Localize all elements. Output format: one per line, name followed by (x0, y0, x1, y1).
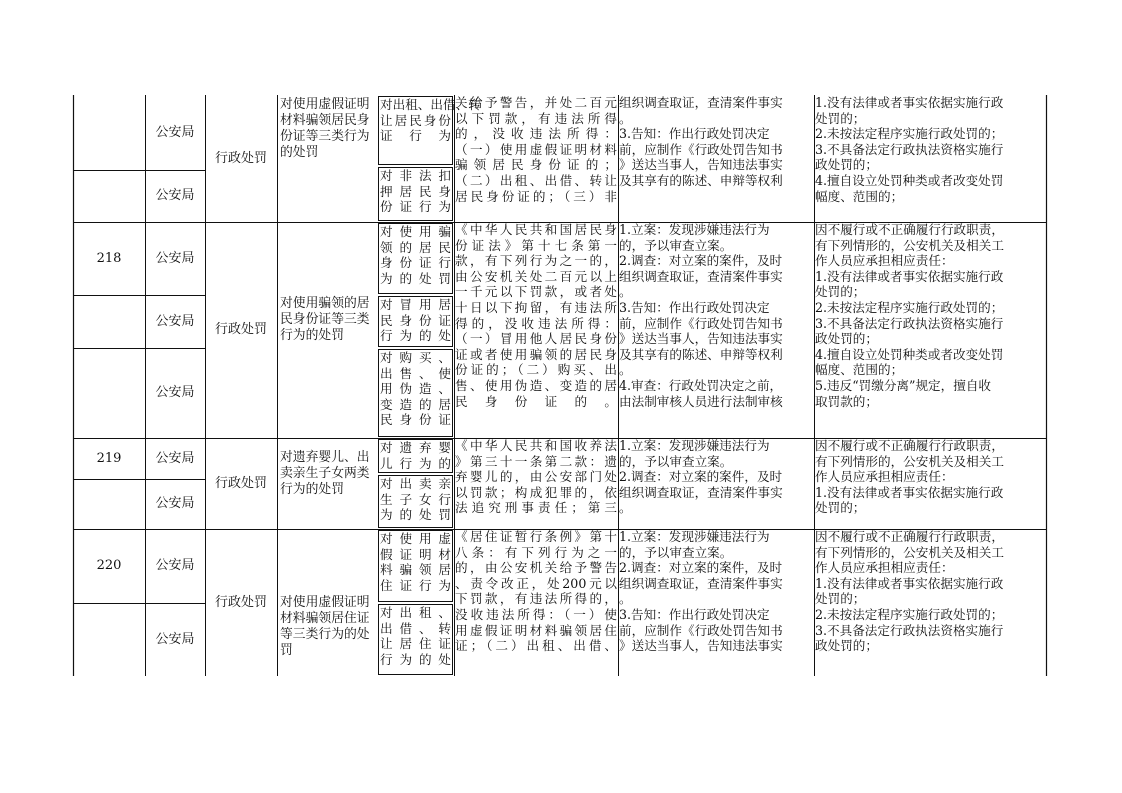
text-line: 证或者使用骗领的居民身 (455, 346, 617, 362)
text-line: 2.调查：对立案的案件，及时 (619, 560, 783, 576)
text-line: 3.不具备法定行政执法资格实施行 (815, 622, 1004, 638)
text-line: 下罚款，有违法所得的， (455, 591, 617, 607)
category-cell: 行政处罚 (214, 594, 267, 610)
text-line: 前，应制作《行政处罚告知书 (619, 141, 783, 157)
text-line: 的，予以审查立案。 (619, 237, 733, 253)
text-line: 民身份证 (380, 412, 451, 428)
text-line: 1.没有法律或者事实依据实施行政 (815, 484, 1004, 500)
authority-cell: 公安局 (155, 450, 195, 466)
text-line: 3.告知：作出行政处罚决定 (619, 606, 770, 622)
text-line: 》送达当事人，告知违法事实 (619, 638, 783, 654)
text-line: 3.不具备法定行政执法资格实施行 (815, 315, 1004, 331)
text-line: 。 (619, 591, 632, 607)
text-line: 领的居民 (380, 239, 451, 255)
text-line: 让居住证 (380, 636, 451, 652)
text-line: 组织调查取证，查清案件事实 (619, 575, 783, 591)
text-line: 前，应制作《行政处罚告知书 (619, 315, 783, 331)
item-number: 219 (96, 450, 122, 466)
text-line: 法追究刑事责任；第三 (455, 500, 617, 516)
text-line: 住证行为 (380, 577, 451, 593)
text-line: 证；（二）出租、出借、 (455, 638, 617, 654)
text-line: 。 (619, 284, 632, 300)
text-line: 身份证行 (380, 255, 451, 271)
text-line: （一）冒用他人居民身份 (455, 331, 617, 347)
text-line: 假证明材 (380, 546, 451, 562)
authority-cell: 公安局 (155, 631, 195, 647)
text-line: 骗领居民身份证的； (455, 157, 617, 173)
text-line: 作人员应承担相应责任： (815, 253, 954, 269)
text-line: 作人员应承担相应责任： (815, 560, 954, 576)
text-line: 1.立案：发现涉嫌违法行为 (619, 438, 770, 453)
authority-cell: 公安局 (155, 313, 195, 329)
text-line: 因不履行或不正确履行行政职责， (815, 438, 1004, 453)
text-line: 3.告知：作出行政处罚决定 (619, 299, 770, 315)
text-line: 取罚款的； (815, 393, 878, 409)
text-line: 对使用虚 (380, 531, 451, 546)
text-line: 3.告知：作出行政处罚决定 (619, 126, 770, 142)
authority-cell: 公安局 (155, 250, 195, 266)
category-cell: 行政处罚 (214, 322, 267, 337)
text-line: 作人员应承担相应责任： (815, 469, 954, 485)
text-line: 4.擅自设立处罚种类或者改变处罚 (815, 172, 1004, 188)
text-line: 份证行为 (380, 199, 451, 215)
text-line: 行为的处 (380, 328, 451, 344)
text-line: 2.调查：对立案的案件，及时 (619, 469, 783, 485)
text-line: 及其享有的陈述、申辩等权利 (619, 172, 783, 188)
text-line: 出售、使 (380, 365, 451, 381)
text-line: 2.调查：对立案的案件，及时 (619, 253, 783, 269)
text-line: 》送达当事人，告知违法事实 (619, 157, 783, 173)
text-line: 居民身份证的；（三）非 (455, 188, 617, 204)
text-line: 份证法》第十七条第一 (455, 237, 617, 253)
text-line: 》第三十一条第二款：遗 (455, 453, 617, 469)
text-line: 组织调查取证，查清案件事实 (619, 268, 783, 284)
text-line: 民身份证 (380, 312, 451, 328)
text-line: 一千元以下罚款，或者处 (455, 284, 617, 300)
text-line: 的，没收违法所得： (455, 126, 617, 142)
authority-cell: 公安局 (155, 496, 195, 511)
text-line: 关给予警告，并处二百元 (455, 95, 617, 110)
text-line: 由公安机关处二百元以上 (455, 268, 617, 284)
text-line: 由法制审核人员进行法制审核 (619, 393, 783, 409)
text-line: 。 (619, 362, 632, 378)
text-line: 2.未按法定程序实施行政处罚的； (815, 126, 1004, 142)
text-line: 政处罚的； (815, 638, 878, 654)
text-line: 处罚的； (815, 284, 866, 300)
text-line: 前，应制作《行政处罚告知书 (619, 622, 783, 638)
text-line: 份证的；（二）购买、出 (455, 362, 617, 378)
text-line: 八条：有下列行为之一 (455, 544, 617, 560)
text-line: 为的处罚 (380, 270, 451, 286)
text-line: 3.不具备法定行政执法资格实施行 (815, 141, 1004, 157)
text-line: 1.立案：发现涉嫌违法行为 (619, 222, 770, 237)
text-line: 的，予以审查立案。 (619, 544, 733, 560)
text-line: 对出租、 (380, 605, 451, 620)
text-line: 让居民身份 (380, 112, 451, 128)
text-line: 款，有下列行为之一的， (455, 253, 617, 269)
text-line: （一）使用虚假证明材料 (455, 141, 617, 157)
text-line: 行为的处 (380, 651, 451, 667)
text-line: 证行为 (380, 128, 451, 144)
text-line: 幅度、范围的； (815, 362, 904, 378)
text-line: 十日以下拘留，有违法所 (455, 299, 617, 315)
text-line: 幅度、范围的； (815, 188, 904, 204)
text-line: 的，予以审查立案。 (619, 453, 733, 469)
text-line: 处罚的； (815, 110, 866, 126)
text-line: 对遗弃婴 (380, 440, 451, 455)
item-name-cell: 对使用虚假证明材料骗领居住证等三类行为的处罚 (280, 595, 370, 658)
text-line: 对出租、出借、转 (380, 97, 481, 112)
text-line: 4.擅自设立处罚种类或者改变处罚 (815, 346, 1004, 362)
text-line: 料骗领居 (380, 562, 451, 578)
item-name-cell: 对遗弃婴儿、出卖亲生子女两类行为的处罚 (280, 450, 370, 497)
text-line: 因不履行或不正确履行行政职责， (815, 529, 1004, 544)
item-number: 218 (96, 250, 122, 266)
text-line: 1.没有法律或者事实依据实施行政 (815, 575, 1004, 591)
text-line: 有下列情形的，公安机关及相关工 (815, 237, 1004, 253)
text-line: 组织调查取证，查清案件事实 (619, 95, 783, 110)
text-line: 有下列情形的，公安机关及相关工 (815, 453, 1004, 469)
text-line: 处罚的； (815, 591, 866, 607)
text-line: 用虚假证明材料骗领居住 (455, 622, 617, 638)
item-name-cell: 对使用虚假证明材料骗领居民身份证等三类行为的处罚 (280, 97, 370, 160)
authority-cell: 公安局 (155, 558, 195, 573)
text-line: 以下罚款，有违法所得 (455, 110, 617, 126)
text-line: 《居住证暂行条例》第十 (455, 529, 617, 544)
text-line: 《中华人民共和国居民身 (455, 222, 617, 237)
category-cell: 行政处罚 (214, 150, 267, 166)
text-line: （二）出租、出借、转让 (455, 172, 617, 188)
text-line: 1.立案：发现涉嫌违法行为 (619, 529, 770, 544)
text-line: 对使用骗 (380, 224, 451, 239)
text-line: 为的处罚 (380, 507, 451, 523)
item-number: 220 (96, 558, 122, 573)
text-line: 《中华人民共和国收养法 (455, 438, 617, 453)
text-line: 以罚款；构成犯罪的，依 (455, 484, 617, 500)
text-line: 1.没有法律或者事实依据实施行政 (815, 95, 1004, 110)
text-line: 》送达当事人，告知违法事实 (619, 331, 783, 347)
text-line: 押居民身 (380, 183, 451, 199)
text-line: 1.没有法律或者事实依据实施行政 (815, 268, 1004, 284)
text-line: 对购买、 (380, 350, 451, 365)
text-line: 售、使用伪造、变造的居 (455, 377, 617, 393)
text-line: 生子女行 (380, 491, 451, 507)
text-line: 弃婴儿的，由公安部门处 (455, 469, 617, 485)
authority-cell: 公安局 (155, 188, 195, 203)
text-line: 民身份证的。 (455, 393, 617, 409)
authority-cell: 公安局 (155, 124, 195, 140)
text-line: 因不履行或不正确履行行政职责， (815, 222, 1004, 237)
text-line: 处罚的； (815, 500, 866, 516)
text-line: 变造的居 (380, 396, 451, 412)
text-line: 得的，没收违法所得： (455, 315, 617, 331)
text-line: 对冒用居 (380, 297, 451, 312)
text-line: 有下列情形的，公安机关及相关工 (815, 544, 1004, 560)
text-line: 的，由公安机关给予警告 (455, 560, 617, 576)
text-line: 对非法扣 (380, 168, 451, 183)
text-line: 4.审查：行政处罚决定之前， (619, 377, 783, 393)
text-line: 儿行为的 (380, 455, 451, 471)
text-line: 2.未按法定程序实施行政处罚的； (815, 606, 1004, 622)
text-line: 用伪造、 (380, 381, 451, 397)
text-line: 2.未按法定程序实施行政处罚的； (815, 299, 1004, 315)
text-line: 。 (619, 110, 632, 126)
authority-cell: 公安局 (155, 385, 195, 400)
text-line: 没收违法所得：（一）使 (455, 606, 617, 622)
text-line: 及其享有的陈述、申辩等权利 (619, 346, 783, 362)
text-line: 出借、转 (380, 620, 451, 636)
text-line: 政处罚的； (815, 331, 878, 347)
text-line: 。 (619, 500, 632, 516)
category-cell: 行政处罚 (214, 475, 267, 491)
text-line: 对出卖亲 (380, 476, 451, 491)
text-line: 组织调查取证，查清案件事实 (619, 484, 783, 500)
text-line: 政处罚的； (815, 157, 878, 173)
text-line: 、责令改正，处200元以 (455, 575, 617, 591)
item-name-cell: 对使用骗领的居民身份证等三类行为的处罚 (280, 296, 370, 343)
text-line: 5.违反“罚缴分离”规定，擅自收 (815, 377, 992, 393)
